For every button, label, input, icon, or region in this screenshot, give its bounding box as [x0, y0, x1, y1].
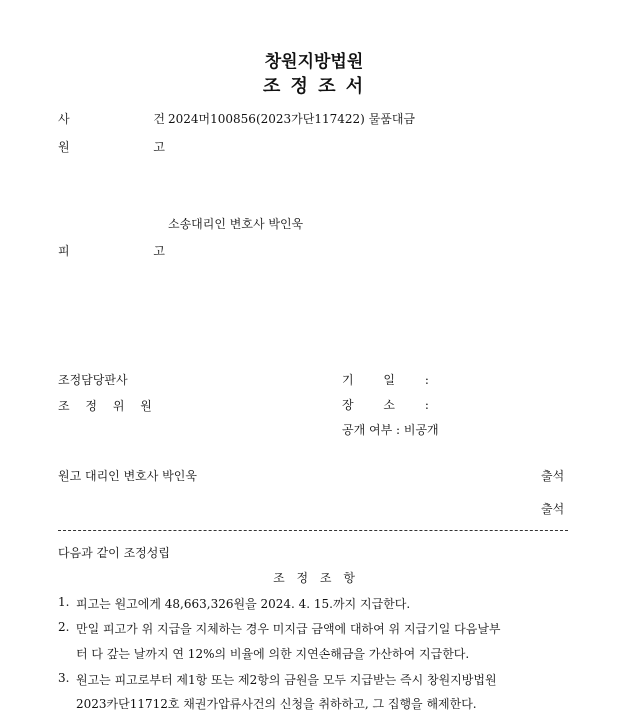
item-number: 1. — [58, 595, 70, 609]
case-value: 2024머100856(2023가단117422) 물품대금 — [168, 112, 416, 126]
section-title: 조 정 조 항 — [273, 571, 355, 585]
item-line: 피고는 원고에게 48,663,326원을 2024. 4. 15.까지 지급한다. — [76, 597, 411, 611]
item-line: 터 다 갚는 날까지 연 12%의 비율에 의한 지연손해금을 가산하여 지급한다. — [76, 647, 470, 661]
attendance-status-2: 출석 — [541, 502, 565, 516]
item-number: 2. — [58, 620, 70, 634]
item-line: 만일 피고가 위 지급을 지체하는 경우 미지급 금액에 대하여 위 지급기일 다음날부 — [76, 622, 501, 636]
document-title: 조 정 조 서 — [262, 76, 366, 97]
item-line: 2023카단11712호 채권가압류사건의 신청을 취하하고, 그 집행을 해제한다. — [76, 697, 477, 711]
date-label: 기 일 : — [342, 373, 429, 387]
attendance-status-1: 출석 — [541, 469, 565, 483]
dashed-divider — [58, 530, 568, 531]
officer-label: 조정담당판사 — [58, 373, 128, 387]
place-label: 장 소 : — [342, 398, 429, 412]
settlement-intro: 다음과 같이 조정성립 — [58, 546, 170, 560]
plaintiff-representative: 소송대리인 변호사 박인욱 — [168, 217, 304, 231]
member-label: 조 정 위 원 — [58, 399, 158, 413]
defendant-label: 피 고 — [58, 244, 205, 258]
item-line: 원고는 피고로부터 제1항 또는 제2항의 금원을 모두 지급받는 즉시 창원지방법원 — [76, 673, 497, 687]
case-label: 사 건 — [58, 112, 205, 126]
item-number: 3. — [58, 671, 70, 685]
plaintiff-label: 원 고 — [58, 140, 205, 154]
court-name: 창원지방법원 — [264, 52, 364, 72]
public-status: 공개 여부 : 비공개 — [342, 423, 439, 437]
plaintiff-attendee: 원고 대리인 변호사 박인욱 — [58, 469, 197, 483]
